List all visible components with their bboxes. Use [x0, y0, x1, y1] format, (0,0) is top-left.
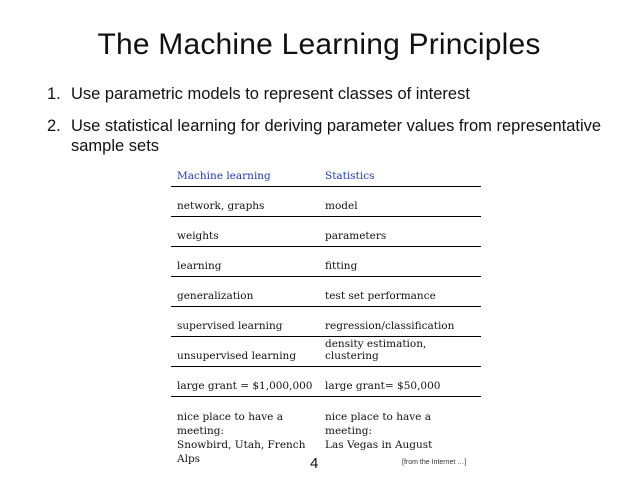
table-row: [171, 247, 481, 277]
principle-item: [47, 116, 607, 156]
stats-term: model: [325, 200, 358, 212]
principle-number: 1.: [47, 85, 61, 103]
ml-meeting-line: nice place to have a meeting:: [177, 411, 283, 437]
header-machine-learning: Machine learning: [177, 170, 271, 182]
table-row: [171, 367, 481, 397]
ml-term: network, graphs: [177, 200, 265, 212]
stats-term: density estimation, clustering: [325, 338, 427, 362]
ml-term: learning: [177, 260, 222, 272]
stats-term: [325, 410, 481, 452]
stats-meeting-place: Las Vegas in August: [325, 439, 433, 451]
stats-meeting-line: nice place to have a meeting:: [325, 411, 431, 437]
principle-text: Use statistical learning for deriving parameter values from representative sample sets: [71, 117, 602, 155]
principles-list: [47, 84, 607, 168]
ml-term: large grant = $1,000,000: [177, 380, 313, 392]
stats-term: test set performance: [325, 290, 436, 302]
stats-term: large grant= $50,000: [325, 380, 441, 392]
slide-title: The Machine Learning Principles: [97, 28, 541, 61]
table-row: [171, 187, 481, 217]
table-row: [171, 337, 481, 367]
table-header: [171, 166, 481, 187]
stats-term: parameters: [325, 230, 387, 242]
source-note: [from the Internet …]: [402, 459, 467, 466]
ml-term: supervised learning: [177, 320, 283, 332]
principle-text: Use parametric models to represent classes of interest: [71, 85, 470, 103]
table-row: [171, 277, 481, 307]
ml-meeting-place: Snowbird, Utah, French Alps: [177, 439, 306, 465]
stats-term: regression/classification: [325, 320, 455, 332]
ml-term: weights: [177, 230, 219, 242]
ml-term: generalization: [177, 290, 254, 302]
ml-term: unsupervised learning: [177, 350, 297, 362]
ml-term: [171, 410, 325, 466]
table-row: [171, 307, 481, 337]
principle-item: [47, 84, 607, 104]
page-number: 4: [310, 455, 319, 472]
stats-term: fitting: [325, 260, 358, 272]
table-row: [171, 217, 481, 247]
header-statistics: Statistics: [325, 170, 375, 182]
principle-number: 2.: [47, 117, 61, 135]
